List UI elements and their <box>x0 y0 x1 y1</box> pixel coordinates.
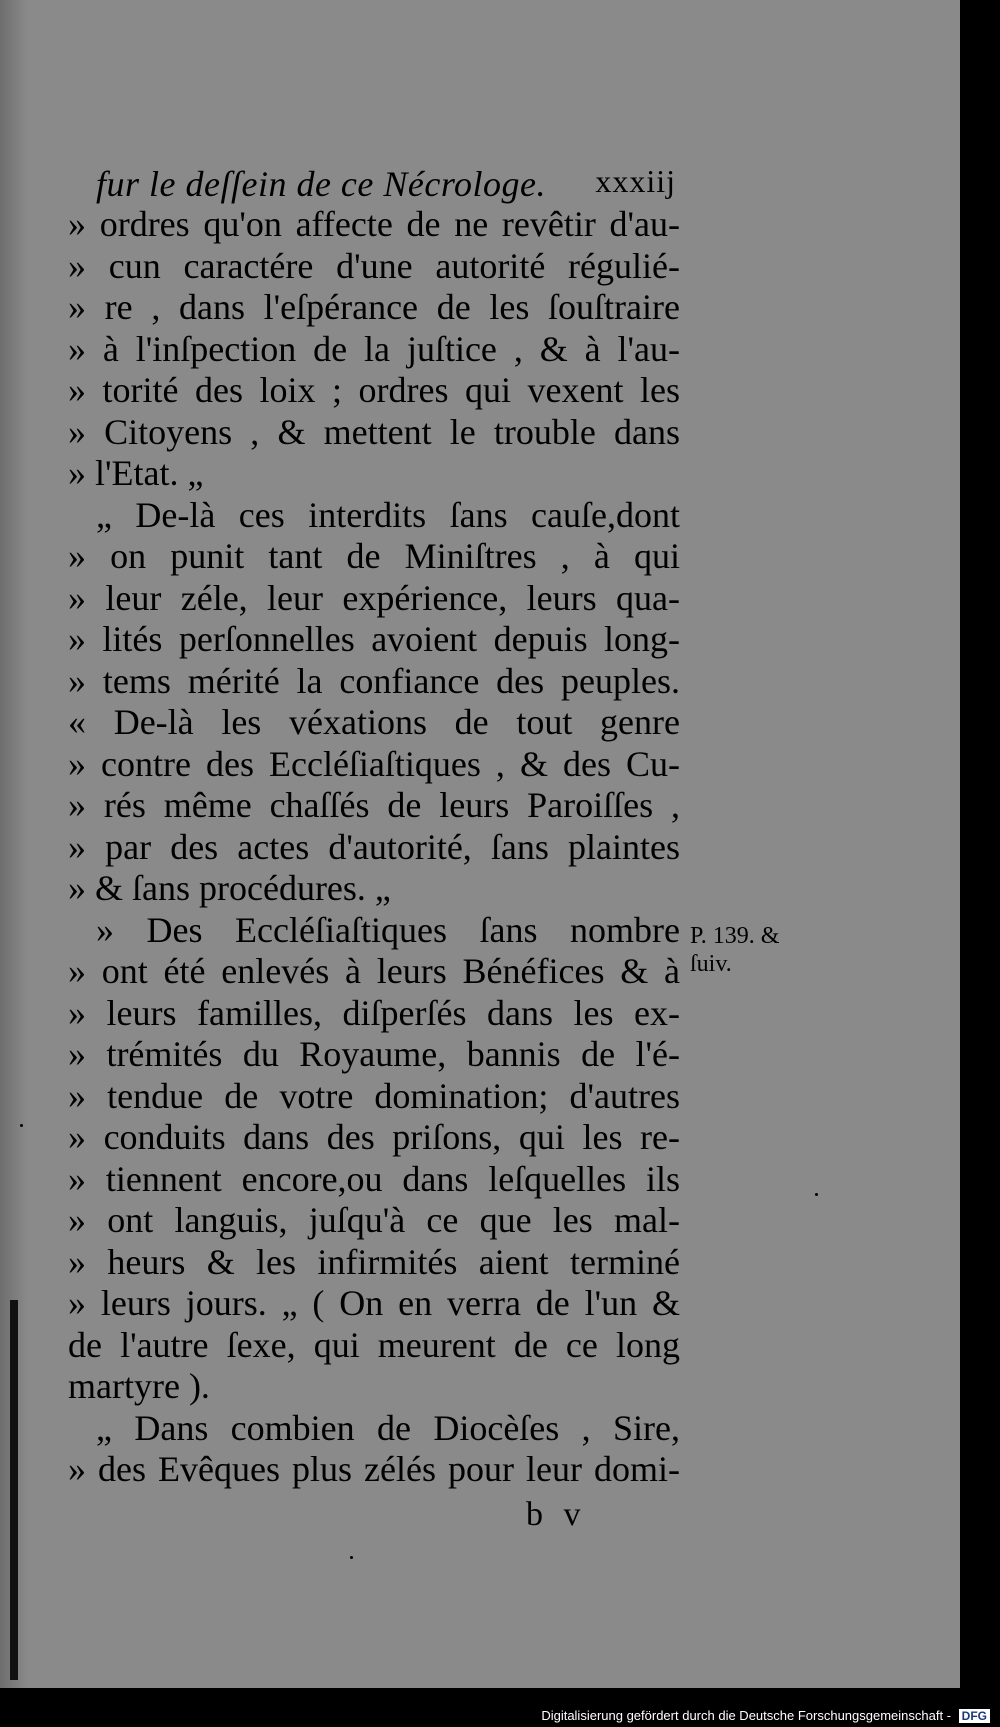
running-title: fur le deſſein de ce Nécrologe. <box>96 164 547 204</box>
footer-credit: Digitalisierung gefördert durch die Deutsche Forschungsgemeinschaft - <box>541 1708 952 1723</box>
margin-note-line: P. 139. & <box>690 923 780 949</box>
margin-note <box>690 922 850 978</box>
text-line: de l'autre ſexe, qui meurent de ce long <box>68 1324 680 1365</box>
text-line: » leur zéle, leur expérience, leurs qua- <box>68 577 680 618</box>
body-text <box>68 204 680 1491</box>
text-line: » re , dans l'eſpérance de les ſouſtraire <box>68 287 680 327</box>
text-line: » conduits dans des priſons, qui les re- <box>68 1117 680 1157</box>
text-line: » on punit tant de Miniſtres , à qui <box>68 536 680 576</box>
text-line: » trémités du Royaume, bannis de l'é- <box>68 1034 680 1074</box>
digitization-footer <box>541 1708 990 1723</box>
text-line: » Des Eccléſiaſtiques ſans nombre <box>96 909 680 950</box>
text-line: » lités perſonnelles avoient depuis long- <box>68 619 680 659</box>
text-line: » l'Etat. „ <box>68 453 204 493</box>
ink-speck <box>350 1556 353 1559</box>
page-number: xxxiij <box>595 163 676 199</box>
text-line: » à l'inſpection de la juſtice , & à l'au- <box>68 328 680 369</box>
dfg-logo: DFG <box>959 1709 990 1723</box>
text-line: » tendue de votre domination; d'autres <box>68 1075 680 1116</box>
text-line: » rés même chaſſés de leurs Paroiſſes , <box>68 785 680 825</box>
text-line: » leurs familles, diſperſés dans les ex- <box>68 992 680 1033</box>
text-line: » heurs & les infirmités aient terminé <box>68 1241 680 1282</box>
text-line: » torité des loix ; ordres qui vexent les <box>68 370 680 410</box>
text-line: » Citoyens , & mettent le trouble dans <box>68 411 680 452</box>
text-line: » leurs jours. „ ( On en verra de l'un & <box>68 1283 680 1323</box>
text-line: » ordres qu'on affecte de ne revêtir d'au- <box>68 204 680 244</box>
text-line: » ont été enlevés à leurs Bénéfices & à <box>68 951 680 991</box>
text-line: » cun caractére d'une autorité régulié- <box>68 245 680 286</box>
margin-note-line: ſuiv. <box>690 951 732 977</box>
text-line: martyre ). <box>68 1366 210 1406</box>
ink-speck <box>815 1193 818 1196</box>
text-line: » des Evêques plus zélés pour leur domi- <box>68 1449 680 1489</box>
signature-mark: b v <box>526 1496 587 1533</box>
ink-speck <box>20 1124 23 1127</box>
text-line: » par des actes d'autorité, ſans plaintes <box>68 826 680 867</box>
text-line: „ De-là ces interdits ſans cauſe,dont <box>96 494 680 535</box>
text-line: » tiennent encore,ou dans leſquelles ils <box>68 1158 680 1199</box>
text-line: » ont languis, juſqu'à ce que les mal- <box>68 1200 680 1240</box>
text-line: „ Dans combien de Diocèſes , Sire, <box>96 1407 680 1448</box>
text-line: » & ſans procédures. „ <box>68 868 391 908</box>
text-line: « De-là les véxations de tout genre <box>68 702 680 742</box>
binding-shadow <box>10 1300 18 1680</box>
text-line: » tems mérité la confiance des peuples. <box>68 660 680 701</box>
text-line: » contre des Eccléſiaſtiques , & des Cu- <box>68 743 680 784</box>
